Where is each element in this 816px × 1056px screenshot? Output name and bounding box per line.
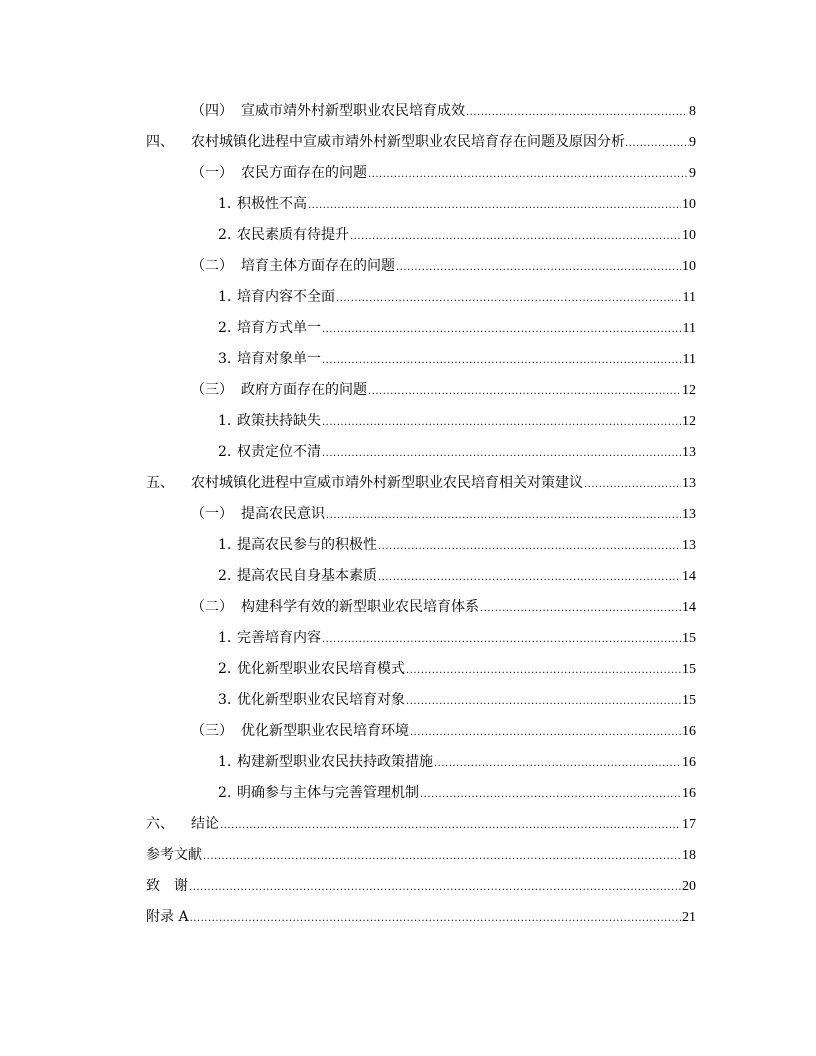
toc-entry-number: （三） bbox=[191, 382, 233, 398]
toc-entry-title: 培育对象单一 bbox=[237, 351, 321, 367]
toc-entry-number: 2. bbox=[218, 661, 232, 677]
toc-dot-leader bbox=[434, 748, 681, 779]
toc-entry-number: 1. bbox=[218, 754, 232, 770]
toc-entry[interactable] bbox=[146, 282, 696, 313]
toc-entry-page: 16 bbox=[682, 755, 696, 770]
toc-dot-leader bbox=[190, 903, 681, 934]
toc-entry-page: 13 bbox=[682, 507, 696, 522]
toc-dot-leader bbox=[368, 159, 688, 190]
toc-entry-page: 13 bbox=[682, 445, 696, 460]
toc-entry-title: 农村城镇化进程中宣威市靖外村新型职业农民培育存在问题及原因分析 bbox=[191, 134, 625, 150]
toc-entry-number: 1. bbox=[218, 630, 232, 646]
toc-entry-page: 10 bbox=[682, 259, 696, 274]
toc-entry-page: 15 bbox=[682, 693, 696, 708]
toc-entry[interactable] bbox=[146, 530, 696, 561]
toc-entry[interactable] bbox=[146, 251, 696, 282]
toc-entry-page: 21 bbox=[682, 910, 696, 925]
toc-entry[interactable] bbox=[146, 840, 696, 871]
toc-entry-number: （二） bbox=[191, 258, 233, 274]
toc-entry-title: 参考文献 bbox=[146, 847, 202, 863]
toc-entry-page: 16 bbox=[682, 786, 696, 801]
toc-entry-number: （一） bbox=[191, 165, 233, 181]
toc-entry-number: 六、 bbox=[146, 816, 174, 832]
toc-entry-title: 优化新型职业农民培育环境 bbox=[241, 723, 409, 739]
toc-entry-page: 12 bbox=[682, 414, 696, 429]
toc-dot-leader bbox=[420, 779, 681, 810]
toc-entry[interactable] bbox=[146, 871, 696, 902]
toc-dot-leader bbox=[406, 686, 681, 717]
toc-entry[interactable] bbox=[146, 313, 696, 344]
toc-entry-page: 13 bbox=[682, 476, 696, 491]
toc-entry-page: 13 bbox=[682, 538, 696, 553]
toc-entry-page: 11 bbox=[682, 352, 696, 367]
toc-entry[interactable] bbox=[146, 437, 696, 468]
toc-entry-title: 明确参与主体与完善管理机制 bbox=[237, 785, 419, 801]
toc-entry-page: 9 bbox=[689, 135, 696, 150]
toc-entry-number: 1. bbox=[218, 537, 232, 553]
toc-entry-number: 1. bbox=[218, 289, 232, 305]
toc-entry[interactable] bbox=[146, 189, 696, 220]
toc-entry-title: 提高农民参与的积极性 bbox=[237, 537, 377, 553]
toc-dot-leader bbox=[480, 593, 681, 624]
toc-entry[interactable] bbox=[146, 406, 696, 437]
toc-entry-page: 9 bbox=[689, 166, 696, 181]
toc-dot-leader bbox=[368, 376, 681, 407]
toc-entry[interactable] bbox=[146, 809, 696, 840]
toc-dot-leader bbox=[189, 872, 681, 903]
toc-entry-title: 培育方式单一 bbox=[237, 320, 321, 336]
toc-entry-title: 农民素质有待提升 bbox=[237, 227, 349, 243]
toc-dot-leader bbox=[322, 438, 681, 469]
toc-entry-number: （一） bbox=[191, 506, 233, 522]
toc-entry[interactable] bbox=[146, 499, 696, 530]
toc-entry-title: 宣威市靖外村新型职业农民培育成效 bbox=[241, 103, 465, 119]
toc-entry-title: 提高农民自身基本素质 bbox=[237, 568, 377, 584]
toc-entry-number: 2. bbox=[218, 444, 232, 460]
toc-entry-title: 农村城镇化进程中宣威市靖外村新型职业农民培育相关对策建议 bbox=[191, 475, 583, 491]
toc-entry[interactable] bbox=[146, 902, 696, 933]
table-of-contents bbox=[146, 96, 696, 933]
toc-entry-page: 14 bbox=[682, 600, 696, 615]
toc-dot-leader bbox=[336, 283, 682, 314]
toc-entry-number: 2. bbox=[218, 227, 232, 243]
toc-entry-number: 2. bbox=[218, 785, 232, 801]
toc-dot-leader bbox=[322, 345, 682, 376]
toc-dot-leader bbox=[326, 500, 681, 531]
toc-entry-number: 1. bbox=[218, 196, 232, 212]
toc-dot-leader bbox=[203, 841, 681, 872]
toc-entry-page: 12 bbox=[682, 383, 696, 398]
toc-dot-leader bbox=[350, 221, 681, 252]
toc-entry[interactable] bbox=[146, 654, 696, 685]
toc-entry-title: 提高农民意识 bbox=[241, 506, 325, 522]
toc-entry-title: 培育主体方面存在的问题 bbox=[241, 258, 395, 274]
toc-entry-page: 15 bbox=[682, 631, 696, 646]
toc-entry-page: 11 bbox=[682, 321, 696, 336]
toc-entry-number: 2. bbox=[218, 320, 232, 336]
toc-entry[interactable] bbox=[146, 685, 696, 716]
toc-entry-title: 优化新型职业农民培育对象 bbox=[237, 692, 405, 708]
toc-entry-title: 构建新型职业农民扶持政策措施 bbox=[237, 754, 433, 770]
toc-entry[interactable] bbox=[146, 716, 696, 747]
toc-dot-leader bbox=[396, 252, 681, 283]
toc-dot-leader bbox=[220, 810, 681, 841]
toc-entry-title: 致 谢 bbox=[146, 878, 188, 894]
toc-entry-title: 权责定位不清 bbox=[237, 444, 321, 460]
toc-entry-number: （三） bbox=[191, 723, 233, 739]
toc-entry[interactable] bbox=[146, 592, 696, 623]
toc-entry[interactable] bbox=[146, 623, 696, 654]
toc-dot-leader bbox=[322, 314, 682, 345]
toc-entry-number: 五、 bbox=[146, 475, 174, 491]
toc-entry[interactable] bbox=[146, 747, 696, 778]
toc-dot-leader bbox=[322, 624, 681, 655]
toc-dot-leader bbox=[406, 655, 681, 686]
toc-entry[interactable] bbox=[146, 220, 696, 251]
toc-entry-title: 优化新型职业农民培育模式 bbox=[237, 661, 405, 677]
toc-entry[interactable] bbox=[146, 127, 696, 158]
toc-entry-number: 2. bbox=[218, 568, 232, 584]
toc-entry-title: 农民方面存在的问题 bbox=[241, 165, 367, 181]
toc-entry[interactable] bbox=[146, 468, 696, 499]
toc-entry-number: （二） bbox=[191, 599, 233, 615]
toc-entry-page: 15 bbox=[682, 662, 696, 677]
toc-entry-page: 8 bbox=[689, 104, 696, 119]
toc-entry[interactable] bbox=[146, 778, 696, 809]
toc-entry[interactable] bbox=[146, 561, 696, 592]
toc-dot-leader bbox=[378, 531, 681, 562]
toc-entry-title: 完善培育内容 bbox=[237, 630, 321, 646]
toc-entry[interactable] bbox=[146, 158, 696, 189]
toc-dot-leader bbox=[466, 97, 688, 128]
toc-entry-page: 20 bbox=[682, 879, 696, 894]
toc-entry-page: 17 bbox=[682, 817, 696, 832]
toc-dot-leader bbox=[584, 469, 681, 500]
toc-entry-page: 11 bbox=[682, 290, 696, 305]
toc-dot-leader bbox=[410, 717, 681, 748]
toc-entry-number: 四、 bbox=[146, 134, 174, 150]
toc-entry-title: 附录 A bbox=[146, 909, 189, 925]
toc-entry-page: 10 bbox=[682, 197, 696, 212]
toc-dot-leader bbox=[625, 128, 689, 159]
toc-entry-title: 政府方面存在的问题 bbox=[241, 382, 367, 398]
toc-dot-leader bbox=[308, 190, 681, 221]
toc-entry-number: 3. bbox=[218, 351, 232, 367]
toc-entry-number: 1. bbox=[218, 413, 232, 429]
toc-entry-title: 政策扶持缺失 bbox=[237, 413, 321, 429]
toc-entry[interactable] bbox=[146, 96, 696, 127]
toc-entry-number: （四） bbox=[191, 103, 233, 119]
toc-entry-title: 培育内容不全面 bbox=[237, 289, 335, 305]
toc-entry-page: 16 bbox=[682, 724, 696, 739]
toc-entry-page: 18 bbox=[682, 848, 696, 863]
toc-entry[interactable] bbox=[146, 344, 696, 375]
toc-entry-page: 14 bbox=[682, 569, 696, 584]
toc-dot-leader bbox=[378, 562, 681, 593]
toc-entry-title: 结论 bbox=[191, 816, 219, 832]
toc-entry[interactable] bbox=[146, 375, 696, 406]
toc-entry-number: 3. bbox=[218, 692, 232, 708]
toc-entry-title: 构建科学有效的新型职业农民培育体系 bbox=[241, 599, 479, 615]
toc-dot-leader bbox=[322, 407, 681, 438]
toc-entry-page: 10 bbox=[682, 228, 696, 243]
toc-entry-title: 积极性不高 bbox=[237, 196, 307, 212]
